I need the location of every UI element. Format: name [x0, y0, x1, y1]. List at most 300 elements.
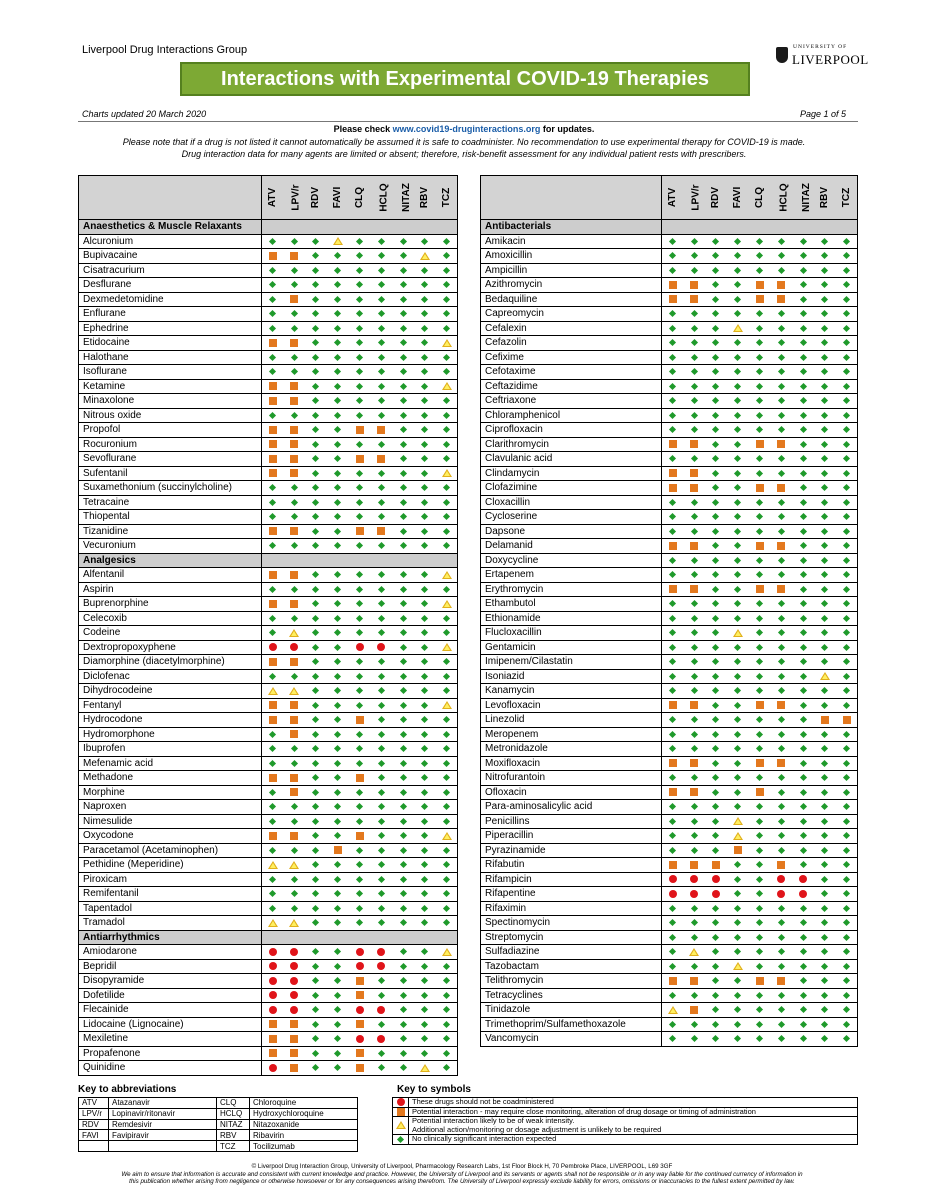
green-diamond-icon	[443, 586, 450, 593]
green-diamond-icon	[800, 861, 807, 868]
green-diamond-icon	[356, 397, 363, 404]
green-diamond-icon	[312, 528, 319, 535]
green-diamond-icon	[734, 644, 741, 651]
green-diamond-icon	[712, 354, 719, 361]
green-diamond-icon	[821, 1006, 828, 1013]
drug-row	[481, 597, 858, 612]
green-diamond-icon	[312, 644, 319, 651]
green-diamond-icon	[669, 238, 676, 245]
drug-name: Telithromycin	[481, 974, 662, 989]
drug-row	[481, 756, 858, 771]
drug-row	[481, 292, 858, 307]
drug-row	[79, 336, 458, 351]
green-diamond-icon	[269, 615, 276, 622]
red-circle-icon	[269, 643, 277, 651]
green-diamond-icon	[443, 803, 450, 810]
orange-square-icon	[269, 339, 277, 347]
left-interaction-table	[78, 175, 458, 1076]
green-diamond-icon	[443, 1006, 450, 1013]
green-diamond-icon	[400, 281, 407, 288]
green-diamond-icon	[800, 745, 807, 752]
orange-square-icon	[269, 382, 277, 390]
green-diamond-icon	[843, 658, 850, 665]
red-circle-icon	[290, 991, 298, 999]
yellow-triangle-icon	[733, 629, 743, 637]
drug-row	[79, 843, 458, 858]
yellow-triangle-icon	[289, 919, 299, 927]
green-diamond-icon	[778, 1006, 785, 1013]
green-diamond-icon	[443, 441, 450, 448]
orange-square-icon	[377, 455, 385, 463]
drug-row	[481, 321, 858, 336]
green-diamond-icon	[269, 354, 276, 361]
green-diamond-icon	[843, 455, 850, 462]
green-diamond-icon	[778, 789, 785, 796]
drug-name: Vecuronium	[79, 539, 262, 554]
drug-row	[481, 988, 858, 1003]
green-diamond-icon	[800, 992, 807, 999]
drug-name: Clofazimine	[481, 481, 662, 496]
green-diamond-icon	[312, 629, 319, 636]
green-diamond-icon	[712, 702, 719, 709]
green-diamond-icon	[843, 267, 850, 274]
green-diamond-icon	[421, 716, 428, 723]
drug-row	[79, 1017, 458, 1032]
red-circle-icon	[712, 890, 720, 898]
drug-name: Kanamycin	[481, 684, 662, 699]
green-diamond-icon	[334, 687, 341, 694]
green-diamond-icon	[734, 803, 741, 810]
green-diamond-icon	[800, 368, 807, 375]
green-diamond-icon	[312, 861, 319, 868]
green-diamond-icon	[421, 296, 428, 303]
drug-row	[481, 669, 858, 684]
green-diamond-icon	[734, 745, 741, 752]
green-diamond-icon	[821, 571, 828, 578]
yellow-triangle-icon	[442, 643, 452, 651]
green-diamond-icon	[843, 383, 850, 390]
green-diamond-icon	[312, 470, 319, 477]
green-diamond-icon	[443, 499, 450, 506]
green-diamond-icon	[312, 542, 319, 549]
drug-row	[481, 524, 858, 539]
green-diamond-icon	[356, 571, 363, 578]
green-diamond-icon	[800, 731, 807, 738]
green-diamond-icon	[691, 992, 698, 999]
drug-name: Ethambutol	[481, 597, 662, 612]
drug-name: Suxamethonium (succinylcholine)	[79, 481, 262, 496]
green-diamond-icon	[421, 455, 428, 462]
green-diamond-icon	[312, 586, 319, 593]
green-diamond-icon	[712, 789, 719, 796]
green-diamond-icon	[756, 368, 763, 375]
green-diamond-icon	[443, 310, 450, 317]
green-diamond-icon	[800, 629, 807, 636]
green-diamond-icon	[778, 774, 785, 781]
green-diamond-icon	[421, 426, 428, 433]
drug-name: Nitrofurantoin	[481, 771, 662, 786]
red-circle-icon	[356, 1006, 364, 1014]
green-diamond-icon	[443, 296, 450, 303]
green-diamond-icon	[378, 354, 385, 361]
drug-row	[79, 669, 458, 684]
green-diamond-icon	[712, 267, 719, 274]
yellow-triangle-icon	[442, 339, 452, 347]
green-diamond-icon	[400, 267, 407, 274]
orange-square-icon	[777, 295, 785, 303]
drug-name: Cefalexin	[481, 321, 662, 336]
green-diamond-icon	[712, 629, 719, 636]
green-diamond-icon	[400, 731, 407, 738]
green-diamond-icon	[400, 629, 407, 636]
green-diamond-icon	[334, 528, 341, 535]
green-diamond-icon	[843, 513, 850, 520]
green-diamond-icon	[400, 600, 407, 607]
green-diamond-icon	[400, 252, 407, 259]
green-diamond-icon	[843, 919, 850, 926]
green-diamond-icon	[421, 992, 428, 999]
drug-name: Amoxicillin	[481, 249, 662, 264]
drug-row	[481, 539, 858, 554]
orange-square-icon	[269, 716, 277, 724]
green-diamond-icon	[712, 397, 719, 404]
green-diamond-icon	[778, 658, 785, 665]
green-diamond-icon	[421, 818, 428, 825]
drug-row	[481, 626, 858, 641]
drug-row	[481, 742, 858, 757]
green-diamond-icon	[378, 238, 385, 245]
green-diamond-icon	[312, 948, 319, 955]
green-diamond-icon	[778, 238, 785, 245]
drug-name: Trimethoprim/Sulfamethoxazole	[481, 1017, 662, 1032]
updates-link[interactable]: www.covid19-druginteractions.org	[392, 124, 541, 134]
green-diamond-icon	[843, 1021, 850, 1028]
green-diamond-icon	[821, 731, 828, 738]
orange-square-icon	[269, 426, 277, 434]
key-abbreviations-table	[78, 1097, 358, 1152]
orange-square-icon	[356, 832, 364, 840]
orange-square-icon	[269, 600, 277, 608]
drug-name: Lidocaine (Lignocaine)	[79, 1017, 262, 1032]
yellow-triangle-icon	[733, 817, 743, 825]
green-diamond-icon	[691, 238, 698, 245]
green-diamond-icon	[800, 441, 807, 448]
symbol-key-row: Potential interaction likely to be of weak intensity. Additional action/monitoring or dosage adjustment is unlikely to be required	[393, 1117, 858, 1135]
green-diamond-icon	[421, 1006, 428, 1013]
drug-name: Chloramphenicol	[481, 408, 662, 423]
symbol-key-row: Potential interaction - may require close monitoring, alteration of drug dosage or timing of administration	[393, 1107, 858, 1117]
green-diamond-icon	[421, 281, 428, 288]
green-diamond-icon	[400, 470, 407, 477]
green-diamond-icon	[669, 818, 676, 825]
orange-square-icon	[756, 281, 764, 289]
green-diamond-icon	[443, 484, 450, 491]
green-diamond-icon	[356, 281, 363, 288]
green-diamond-icon	[443, 1035, 450, 1042]
charts-updated: Charts updated 20 March 2020	[82, 109, 207, 119]
green-diamond-icon	[443, 528, 450, 535]
green-diamond-icon	[800, 789, 807, 796]
drug-name: Rifaximin	[481, 901, 662, 916]
red-circle-icon	[269, 977, 277, 985]
green-diamond-icon	[378, 818, 385, 825]
orange-square-icon	[269, 701, 277, 709]
drug-row	[481, 611, 858, 626]
drug-name: Naproxen	[79, 800, 262, 815]
drug-row	[481, 887, 858, 902]
green-diamond-icon	[400, 876, 407, 883]
green-diamond-icon	[691, 426, 698, 433]
green-diamond-icon	[669, 600, 676, 607]
green-diamond-icon	[443, 905, 450, 912]
green-diamond-icon	[821, 1021, 828, 1028]
drug-name: Quinidine	[79, 1061, 262, 1076]
green-diamond-icon	[843, 803, 850, 810]
green-diamond-icon	[800, 1021, 807, 1028]
green-diamond-icon	[312, 992, 319, 999]
red-circle-icon	[669, 890, 677, 898]
green-diamond-icon	[421, 876, 428, 883]
green-diamond-icon	[378, 499, 385, 506]
green-diamond-icon	[312, 1021, 319, 1028]
green-diamond-icon	[778, 325, 785, 332]
green-diamond-icon	[756, 325, 763, 332]
green-diamond-icon	[312, 383, 319, 390]
green-diamond-icon	[291, 354, 298, 361]
green-diamond-icon	[334, 339, 341, 346]
green-diamond-icon	[334, 673, 341, 680]
green-diamond-icon	[269, 325, 276, 332]
orange-square-icon	[777, 759, 785, 767]
green-diamond-icon	[821, 963, 828, 970]
red-circle-icon	[690, 875, 698, 883]
green-diamond-icon	[421, 977, 428, 984]
green-diamond-icon	[800, 528, 807, 535]
green-diamond-icon	[421, 847, 428, 854]
orange-square-icon	[290, 397, 298, 405]
green-diamond-icon	[712, 470, 719, 477]
green-diamond-icon	[378, 905, 385, 912]
green-diamond-icon	[400, 803, 407, 810]
green-diamond-icon	[356, 731, 363, 738]
green-diamond-icon	[378, 745, 385, 752]
category-row	[481, 220, 858, 235]
green-diamond-icon	[756, 861, 763, 868]
drug-name: Tinidazole	[481, 1003, 662, 1018]
green-diamond-icon	[800, 542, 807, 549]
orange-square-icon	[290, 455, 298, 463]
green-diamond-icon	[778, 267, 785, 274]
green-diamond-icon	[691, 644, 698, 651]
green-diamond-icon	[756, 499, 763, 506]
green-diamond-icon	[334, 1035, 341, 1042]
green-diamond-icon	[712, 832, 719, 839]
green-diamond-icon	[312, 513, 319, 520]
green-diamond-icon	[400, 1050, 407, 1057]
green-diamond-icon	[691, 818, 698, 825]
green-diamond-icon	[334, 1050, 341, 1057]
green-diamond-icon	[843, 281, 850, 288]
yellow-triangle-icon	[733, 832, 743, 840]
green-diamond-icon	[312, 484, 319, 491]
green-diamond-icon	[312, 789, 319, 796]
green-diamond-icon	[421, 354, 428, 361]
orange-square-icon	[669, 542, 677, 550]
green-diamond-icon	[800, 963, 807, 970]
drug-name: Dapsone	[481, 524, 662, 539]
green-diamond-icon	[421, 890, 428, 897]
green-diamond-icon	[669, 1021, 676, 1028]
green-diamond-icon	[734, 441, 741, 448]
green-diamond-icon	[712, 542, 719, 549]
orange-square-icon	[690, 281, 698, 289]
green-diamond-icon	[778, 397, 785, 404]
green-diamond-icon	[669, 745, 676, 752]
drug-name: Tetracyclines	[481, 988, 662, 1003]
green-diamond-icon	[691, 687, 698, 694]
green-diamond-icon	[378, 731, 385, 738]
green-diamond-icon	[356, 441, 363, 448]
drug-row	[79, 858, 458, 873]
orange-square-icon	[290, 716, 298, 724]
green-diamond-icon	[334, 832, 341, 839]
green-diamond-icon	[443, 760, 450, 767]
green-diamond-icon	[778, 499, 785, 506]
green-diamond-icon	[443, 513, 450, 520]
green-diamond-icon	[734, 354, 741, 361]
green-diamond-icon	[443, 629, 450, 636]
green-diamond-icon	[843, 731, 850, 738]
red-circle-icon	[269, 962, 277, 970]
orange-square-icon	[669, 977, 677, 985]
red-circle-icon	[269, 948, 277, 956]
green-diamond-icon	[312, 325, 319, 332]
green-diamond-icon	[334, 919, 341, 926]
green-diamond-icon	[669, 455, 676, 462]
green-diamond-icon	[400, 238, 407, 245]
green-diamond-icon	[378, 441, 385, 448]
green-diamond-icon	[378, 673, 385, 680]
green-diamond-icon	[356, 484, 363, 491]
green-diamond-icon	[712, 687, 719, 694]
green-diamond-icon	[421, 513, 428, 520]
orange-square-icon	[290, 1064, 298, 1072]
green-diamond-icon	[269, 586, 276, 593]
green-diamond-icon	[756, 354, 763, 361]
green-diamond-icon	[734, 310, 741, 317]
green-diamond-icon	[421, 658, 428, 665]
drug-row	[481, 510, 858, 525]
green-diamond-icon	[691, 571, 698, 578]
green-diamond-icon	[421, 832, 428, 839]
green-diamond-icon	[378, 600, 385, 607]
green-diamond-icon	[356, 383, 363, 390]
university-logo: UNIVERSITY OF LIVERPOOL	[776, 44, 854, 70]
footer: © Liverpool Drug Interaction Group, University of Liverpool, Pharmacology Research Labs, 1st Floor Block H, 70 Pembroke Place, LIVERPOOL, L69 3GF We aim to ensure that information is accurate and consistent with current knowledge and practice. However, the University of Liverpool and its servants or agents shall not be responsible or in any way liable for the continued currency of information in this publication whether arising from negligence or otherwise howsoever or for any consequences arising therefrom. The University of Liverpool expressly exclude liability for errors, omissions or inaccuracies to the fullest extent permitted by law.	[121, 1163, 803, 1186]
orange-square-icon	[290, 339, 298, 347]
drug-row	[481, 582, 858, 597]
green-diamond-icon	[443, 1064, 450, 1071]
green-diamond-icon	[712, 905, 719, 912]
page-title: Interactions with Experimental COVID-19 Therapies	[180, 62, 750, 96]
green-diamond-icon	[821, 528, 828, 535]
drug-name: Flucloxacillin	[481, 626, 662, 641]
green-diamond-icon	[691, 267, 698, 274]
green-diamond-icon	[734, 383, 741, 390]
orange-square-icon	[290, 571, 298, 579]
drug-row	[481, 423, 858, 438]
green-diamond-icon	[734, 426, 741, 433]
drug-row	[481, 655, 858, 670]
green-diamond-icon	[269, 484, 276, 491]
green-diamond-icon	[334, 1006, 341, 1013]
drug-name: Nimesulide	[79, 814, 262, 829]
category-row	[79, 553, 458, 568]
green-diamond-icon	[821, 368, 828, 375]
green-diamond-icon	[778, 673, 785, 680]
drug-row	[79, 901, 458, 916]
green-diamond-icon	[400, 789, 407, 796]
drug-name: Desflurane	[79, 278, 262, 293]
drug-row	[79, 321, 458, 336]
green-diamond-icon	[356, 803, 363, 810]
green-diamond-icon	[378, 412, 385, 419]
green-diamond-icon	[334, 992, 341, 999]
green-diamond-icon	[800, 426, 807, 433]
green-diamond-icon	[778, 948, 785, 955]
green-diamond-icon	[756, 658, 763, 665]
green-diamond-icon	[712, 383, 719, 390]
table-header	[481, 176, 858, 220]
green-diamond-icon	[734, 1035, 741, 1042]
drug-name: Tetracaine	[79, 495, 262, 510]
drug-name: Linezolid	[481, 713, 662, 728]
green-diamond-icon	[400, 310, 407, 317]
green-diamond-icon	[712, 1035, 719, 1042]
green-diamond-icon	[734, 339, 741, 346]
green-diamond-icon	[443, 919, 450, 926]
drug-row	[79, 350, 458, 365]
drug-name: Rocuronium	[79, 437, 262, 452]
green-diamond-icon	[421, 267, 428, 274]
green-diamond-icon	[312, 963, 319, 970]
green-diamond-icon	[734, 528, 741, 535]
green-diamond-icon	[756, 919, 763, 926]
green-diamond-icon	[669, 267, 676, 274]
green-diamond-icon	[734, 296, 741, 303]
drug-row	[79, 800, 458, 815]
green-diamond-icon	[843, 571, 850, 578]
green-diamond-icon	[778, 528, 785, 535]
drug-name: Minaxolone	[79, 394, 262, 409]
green-diamond-icon	[756, 948, 763, 955]
green-diamond-icon	[821, 1035, 828, 1042]
orange-square-icon	[669, 469, 677, 477]
green-diamond-icon	[669, 905, 676, 912]
green-diamond-icon	[443, 977, 450, 984]
green-diamond-icon	[334, 818, 341, 825]
green-diamond-icon	[334, 281, 341, 288]
drug-row	[481, 553, 858, 568]
green-diamond-icon	[378, 470, 385, 477]
green-diamond-icon	[443, 890, 450, 897]
green-diamond-icon	[691, 934, 698, 941]
orange-square-icon	[356, 1064, 364, 1072]
green-diamond-icon	[400, 412, 407, 419]
green-diamond-icon	[669, 832, 676, 839]
green-diamond-icon	[334, 397, 341, 404]
category-label: Anaesthetics & Muscle Relaxants	[79, 220, 262, 235]
